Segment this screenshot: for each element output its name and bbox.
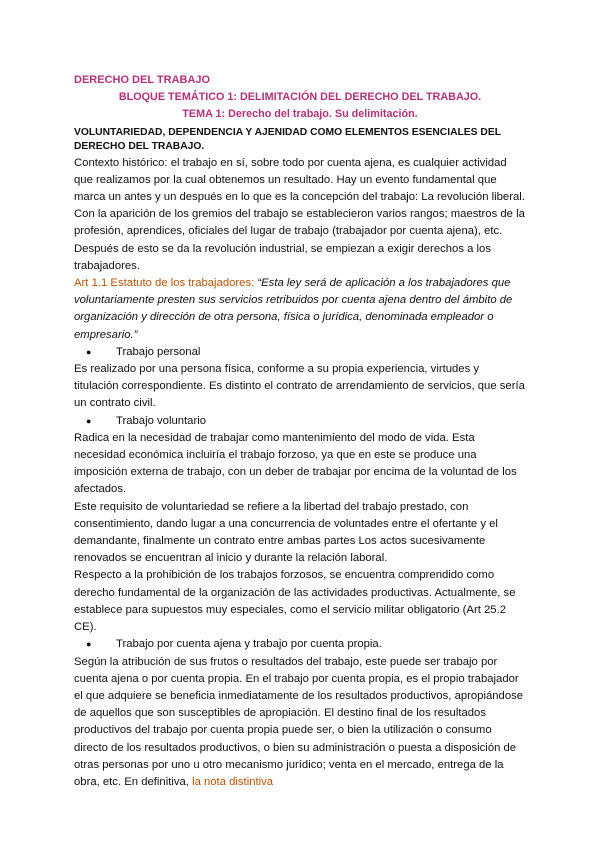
bullet-voluntario xyxy=(74,413,526,430)
atribucion-paragraph xyxy=(74,654,526,792)
personal-paragraph: Es realizado por una persona física, conforme a su propia experiencia, virtudes y titulación correspondiente. Es distinto el contrato de arrendamiento de servicios, que sería un contrato civil. xyxy=(74,363,525,410)
forzosos-paragraph: Respecto a la prohibición de los trabajos forzosos, se encuentra comprendido como derecho fundamental de la organización de las actividades productivas. Actualmente, se establece para supuestos muy especiales, como el servicio militar obligatorio (Art 25.2 CE). xyxy=(74,569,516,634)
bullet-ajena-propia xyxy=(74,636,526,653)
block-heading: BLOQUE TEMÁTICO 1: DELIMITACIÓN DEL DERECHO DEL TRABAJO. xyxy=(118,91,482,104)
article-quote: “Esta ley será de aplicación a los trabajadores que voluntariamente presten sus servicios retribuidos por cuenta ajena dentro del ámbito de organización y dirección de otra persona, física o jurídica, denominada empleador o empresario.” xyxy=(74,277,513,341)
bullet-dot-icon: ● xyxy=(86,415,92,426)
bullet-dot-icon: ● xyxy=(86,346,92,357)
atribucion-text: Según la atribución de sus frutos o resultados del trabajo, este puede ser trabajo por cuenta ajena o por cuenta propia. En el trabajo por cuenta propia, es el propio trabajador el que adquiere se beneficia inmediatamente de los resultados productivos, apropiándose de aquellos que son susceptibles de apropiación. El destino final de los resultados productivos del trabajo por cuenta propia puede ser, o bien la utilización o consumo directo de los resultados productivos, o bien su administración o puesta a disposición de otras personas por uno u otro mecanismo jurídico; venta en el mercado, entrega de la obra, etc. En definitiva, xyxy=(74,655,524,788)
article-paragraph xyxy=(74,275,526,344)
bullet-personal xyxy=(74,344,526,361)
bullet-label: Trabajo personal xyxy=(116,345,201,358)
requisito-paragraph: Este requisito de voluntariedad se refiere a la libertad del trabajo prestado, con consentimiento, dando lugar a una concurrencia de voluntades entre el ofertante y el demandante, finalmente un contrato entre ambas partes Los actos sucesivamente renovados se encuentran al inicio y durante la relación laboral. xyxy=(74,500,498,565)
voluntario-paragraph: Radica en la necesidad de trabajar como mantenimiento del modo de vida. Esta necesidad económica incluiría el trabajo forzoso, ya que en este se produce una imposición externa de trabajo, con un deber de trabajar por encima de la voluntad de los afectados. xyxy=(74,431,517,496)
main-heading: DERECHO DEL TRABAJO xyxy=(74,74,211,86)
article-label: Art 1.1 Estatuto de los trabajadores: xyxy=(74,277,255,290)
bullet-label: Trabajo voluntario xyxy=(116,414,207,427)
bullet-dot-icon: ● xyxy=(86,639,92,650)
document-page xyxy=(74,72,526,791)
tema-heading: TEMA 1: Derecho del trabajo. Su delimitación. xyxy=(182,108,418,121)
atribucion-highlight: la nota distintiva xyxy=(192,775,274,788)
bullet-label: Trabajo por cuenta ajena y trabajo por cuenta propia. xyxy=(116,638,382,651)
gremios-paragraph: Con la aparición de los gremios del trabajo se establecieron varios rangos; maestros de la profesión, aprendices, oficiales del lugar de trabajo (trabajador por cuenta ajena), etc. Después de esto se da la revolución industrial, se empiezan a exigir derechos a los trabajadores. xyxy=(74,208,525,272)
context-paragraph: Contexto histórico: el trabajo en sí, sobre todo por cuenta ajena, es cualquier actividad que realizamos por la cual obtenemos un resultado. Hay un evento fundamental que marca un antes y un después en lo que es la concepción del trabajo: La revolución liberal. xyxy=(74,156,525,204)
topic-heading: VOLUNTARIEDAD, DEPENDENCIA Y AJENIDAD COMO ELEMENTOS ESENCIALES DEL DERECHO DEL TRABAJO. xyxy=(74,126,501,153)
